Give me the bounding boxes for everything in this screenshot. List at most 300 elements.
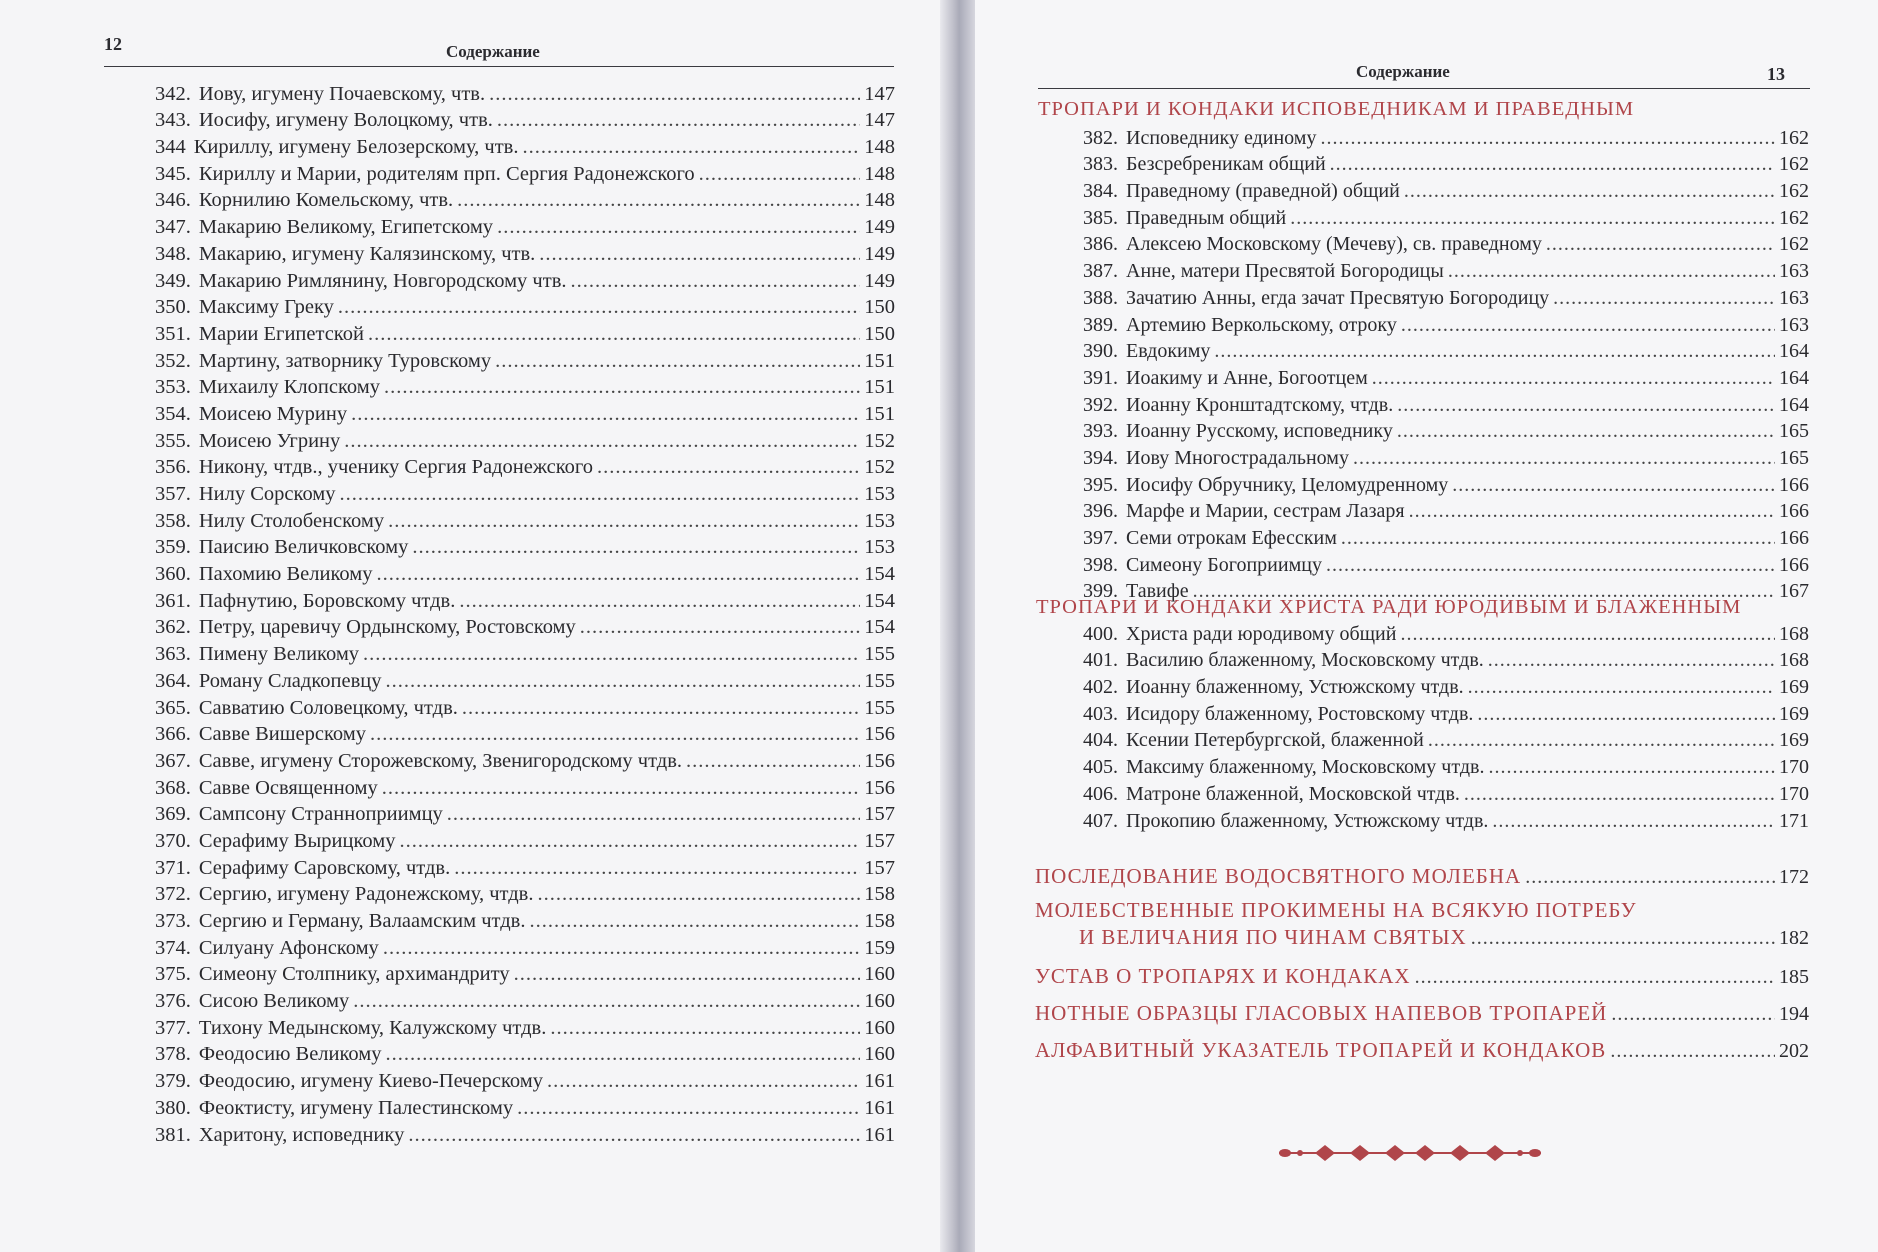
toc-entry bbox=[155, 745, 895, 772]
entry-page: 160 bbox=[864, 990, 895, 1013]
entry-title: Иову, игумену Почаевскому, чтв. bbox=[198, 82, 486, 105]
entry-page: 150 bbox=[864, 322, 895, 345]
entry-title: Евдокиму bbox=[1126, 340, 1211, 363]
entry-page: 155 bbox=[864, 669, 895, 692]
dot-leader bbox=[539, 243, 860, 265]
book-gutter bbox=[940, 0, 975, 1252]
toc-entry bbox=[1083, 778, 1809, 805]
entry-number: 360. bbox=[155, 563, 191, 586]
entry-number: 378. bbox=[155, 1043, 191, 1066]
entry-number: 385. bbox=[1083, 206, 1118, 229]
entry-page: 153 bbox=[864, 509, 895, 532]
entry-title: Зачатию Анны, егда зачат Пресвятую Богородицу bbox=[1126, 286, 1550, 309]
toc-entry bbox=[155, 852, 895, 879]
dot-leader bbox=[686, 750, 860, 772]
dot-leader bbox=[388, 510, 860, 532]
entry-title: Кириллу и Марии, родителям прп. Сергия Радонежского bbox=[198, 162, 695, 185]
entry-page: 168 bbox=[1779, 622, 1809, 645]
entry-page: 158 bbox=[864, 910, 895, 932]
dot-leader bbox=[1320, 127, 1775, 149]
entry-title: Харитону, исповеднику bbox=[198, 1123, 405, 1146]
section-title: ТРОПАРИ И КОНДАКИ ХРИСТА РАДИ ЮРОДИВЫМ И БЛАЖЕННЫМ bbox=[1036, 596, 1742, 618]
toc-entry bbox=[155, 345, 895, 372]
dot-leader bbox=[514, 963, 861, 985]
entry-number: 407. bbox=[1083, 809, 1118, 832]
entry-title: Феоктисту, игумену Палестинскому bbox=[198, 1096, 514, 1119]
entry-number: 406. bbox=[1083, 782, 1118, 805]
dot-leader bbox=[489, 83, 860, 105]
entry-title: Моисею Мурину bbox=[198, 402, 348, 425]
running-head: Содержание bbox=[446, 42, 540, 61]
entry-number: 376. bbox=[155, 990, 191, 1013]
toc-entry bbox=[1083, 175, 1809, 202]
dot-leader bbox=[1448, 260, 1775, 282]
entry-number: 344 bbox=[155, 136, 186, 159]
entry-title: Христа ради юродивому общий bbox=[1126, 622, 1397, 645]
dot-leader bbox=[1553, 287, 1775, 309]
entry-page: 161 bbox=[864, 1123, 895, 1146]
entry-title: Праведным общий bbox=[1126, 206, 1287, 229]
major-label: УСТАВ О ТРОПАРЯХ И КОНДАКАХ bbox=[1035, 964, 1411, 988]
entry-title: Сампсону Странноприимцу bbox=[198, 803, 443, 826]
entry-title: Семи отрокам Ефесским bbox=[1126, 527, 1337, 549]
decorative-ornament bbox=[1275, 1140, 1545, 1166]
entry-page: 161 bbox=[864, 1096, 895, 1119]
entry-number: 373. bbox=[155, 910, 191, 932]
dot-leader bbox=[580, 616, 860, 638]
dot-leader bbox=[497, 216, 860, 238]
entry-title: Мартину, затворнику Туровскому bbox=[198, 349, 492, 372]
entry-title: Серафиму Саровскому, чтдв. bbox=[198, 856, 451, 879]
dot-leader bbox=[383, 937, 860, 959]
entry-title: Иоанну Кронштадтскому, чтдв. bbox=[1126, 393, 1394, 416]
dot-leader bbox=[1492, 810, 1775, 832]
entry-page: 147 bbox=[864, 82, 895, 105]
toc-entry bbox=[155, 825, 895, 852]
dot-leader bbox=[699, 163, 861, 185]
dot-leader bbox=[382, 777, 860, 799]
entry-number: 368. bbox=[155, 776, 191, 799]
toc-entry bbox=[155, 905, 895, 932]
entry-title: Иоанну Русскому, исповеднику bbox=[1126, 420, 1393, 443]
entry-number: 351. bbox=[155, 322, 191, 345]
entry-page: 151 bbox=[864, 376, 895, 399]
entry-number: 364. bbox=[155, 669, 191, 692]
entry-title: Нилу Столобенскому bbox=[198, 509, 385, 532]
toc-entry bbox=[1083, 282, 1809, 309]
entry-page: 155 bbox=[864, 643, 895, 666]
toc-list bbox=[155, 78, 895, 1146]
entry-page: 147 bbox=[864, 109, 895, 132]
entry-title: Нилу Сорскому bbox=[198, 483, 336, 505]
entry-page: 164 bbox=[1779, 393, 1809, 416]
dot-leader bbox=[462, 697, 860, 719]
entry-number: 403. bbox=[1083, 702, 1118, 725]
dot-leader bbox=[457, 189, 860, 211]
entry-title: Пахомию Великому bbox=[198, 563, 373, 586]
entry-title: Михаилу Клопскому bbox=[198, 376, 380, 399]
dot-leader bbox=[1330, 153, 1775, 175]
toc-entry bbox=[155, 1039, 895, 1066]
toc-entry bbox=[155, 1119, 895, 1146]
toc-entry bbox=[1083, 522, 1809, 549]
entry-page: 162 bbox=[1779, 180, 1809, 203]
toc-major-entry bbox=[1035, 898, 1809, 950]
dot-leader bbox=[368, 323, 860, 345]
entry-page: 156 bbox=[864, 723, 895, 746]
entry-title: Иоанну блаженному, Устюжскому чтдв. bbox=[1126, 676, 1464, 699]
toc-entry bbox=[155, 292, 895, 319]
entry-page: 151 bbox=[864, 349, 895, 372]
toc-entry bbox=[1083, 469, 1809, 496]
entry-page: 170 bbox=[1779, 782, 1809, 805]
entry-number: 350. bbox=[155, 296, 191, 319]
dot-leader bbox=[1546, 233, 1775, 255]
entry-number: 389. bbox=[1083, 313, 1118, 336]
major-label: АЛФАВИТНЫЙ УКАЗАТЕЛЬ ТРОПАРЕЙ И КОНДАКОВ bbox=[1035, 1038, 1607, 1062]
toc-entry bbox=[1083, 496, 1809, 523]
entry-title: Марфе и Марии, сестрам Лазаря bbox=[1126, 500, 1405, 523]
entry-number: 387. bbox=[1083, 260, 1118, 283]
dot-leader bbox=[1326, 554, 1775, 576]
toc-entry bbox=[155, 452, 895, 479]
dot-leader bbox=[351, 403, 860, 425]
toc-entry bbox=[155, 959, 895, 986]
header-rule bbox=[1038, 88, 1810, 89]
toc-major-entry bbox=[1035, 1038, 1809, 1063]
entry-number: 394. bbox=[1083, 446, 1118, 469]
entry-title: Макарию, игумену Калязинскому, чтв. bbox=[198, 242, 536, 265]
entry-title: Тавифе bbox=[1126, 580, 1189, 603]
dot-leader bbox=[1397, 394, 1775, 416]
entry-number: 395. bbox=[1083, 473, 1118, 496]
dot-leader bbox=[386, 1043, 861, 1065]
entry-title: Макарию Великому, Египетскому bbox=[198, 216, 494, 239]
dot-leader bbox=[353, 990, 860, 1012]
dot-leader bbox=[1397, 420, 1775, 442]
entry-page: 148 bbox=[864, 189, 895, 212]
entry-number: 384. bbox=[1083, 180, 1118, 203]
major-page: 194 bbox=[1779, 1003, 1809, 1025]
dot-leader bbox=[1488, 649, 1775, 671]
toc-entry bbox=[1083, 805, 1809, 832]
entry-number: 388. bbox=[1083, 286, 1118, 309]
entry-page: 166 bbox=[1779, 473, 1809, 496]
entry-page: 150 bbox=[864, 296, 895, 319]
entry-number: 398. bbox=[1083, 553, 1118, 576]
entry-page: 165 bbox=[1779, 446, 1809, 469]
entry-number: 400. bbox=[1083, 622, 1118, 645]
dot-leader bbox=[1464, 783, 1775, 805]
dot-leader bbox=[408, 1124, 860, 1146]
toc-entry bbox=[1083, 698, 1809, 725]
toc-entry bbox=[155, 131, 895, 158]
major-page: 202 bbox=[1779, 1040, 1809, 1062]
entry-page: 152 bbox=[864, 456, 895, 479]
entry-number: 365. bbox=[155, 696, 191, 719]
entry-title: Иоакиму и Анне, Богоотцем bbox=[1126, 366, 1368, 389]
toc-entry bbox=[1083, 671, 1809, 698]
entry-page: 148 bbox=[864, 162, 895, 185]
toc-entry bbox=[155, 318, 895, 345]
toc-major-entry bbox=[1035, 864, 1809, 889]
dot-leader bbox=[1409, 500, 1775, 522]
toc-entry bbox=[1083, 255, 1809, 282]
entry-number: 345. bbox=[155, 162, 191, 185]
entry-title: Исидору блаженному, Ростовскому чтдв. bbox=[1126, 702, 1474, 725]
entry-page: 162 bbox=[1779, 153, 1809, 176]
toc-entry bbox=[155, 425, 895, 452]
toc-major-entry bbox=[1035, 964, 1809, 989]
entry-title: Никону, чтдв., ученику Сергия Радонежского bbox=[198, 456, 594, 479]
entry-page: 160 bbox=[864, 963, 895, 986]
dot-leader bbox=[522, 136, 860, 158]
toc-entry bbox=[155, 158, 895, 185]
entry-title: Феодосию, игумену Киево-Печерскому bbox=[198, 1070, 543, 1093]
entry-number: 386. bbox=[1083, 233, 1118, 256]
toc-entry bbox=[155, 478, 895, 505]
toc-entry bbox=[155, 532, 895, 559]
toc-entry bbox=[155, 585, 895, 612]
entry-page: 158 bbox=[864, 883, 895, 906]
entry-number: 366. bbox=[155, 723, 191, 746]
entry-page: 149 bbox=[864, 269, 895, 292]
dot-leader bbox=[1372, 367, 1775, 389]
entry-number: 404. bbox=[1083, 729, 1118, 752]
entry-page: 164 bbox=[1779, 366, 1809, 389]
entry-title: Матроне блаженной, Московской чтдв. bbox=[1126, 782, 1460, 805]
entry-number: 380. bbox=[155, 1096, 191, 1119]
entry-title: Иосифу, игумену Волоцкому, чтв. bbox=[198, 109, 493, 132]
dot-leader bbox=[497, 109, 860, 131]
entry-number: 343. bbox=[155, 109, 191, 132]
dot-leader bbox=[363, 643, 860, 665]
toc-major-entry bbox=[1035, 1001, 1809, 1026]
toc-entry bbox=[1083, 442, 1809, 469]
entry-page: 155 bbox=[864, 696, 895, 719]
entry-number: 363. bbox=[155, 643, 191, 666]
entry-number: 370. bbox=[155, 829, 191, 852]
toc-list bbox=[1083, 618, 1809, 832]
entry-number: 392. bbox=[1083, 393, 1118, 416]
entry-page: 156 bbox=[864, 776, 895, 799]
entry-title: Феодосию Великому bbox=[198, 1043, 382, 1066]
toc-entry bbox=[155, 398, 895, 425]
entry-title: Савве Освященному bbox=[198, 776, 378, 799]
entry-title: Василию блаженному, Московскому чтдв. bbox=[1126, 649, 1484, 672]
entry-number: 379. bbox=[155, 1070, 191, 1093]
dot-leader bbox=[447, 803, 860, 825]
entry-page: 170 bbox=[1779, 756, 1809, 779]
entry-page: 166 bbox=[1779, 553, 1809, 576]
entry-page: 165 bbox=[1779, 420, 1809, 443]
toc-entry bbox=[155, 505, 895, 532]
entry-title: Кириллу, игумену Белозерскому, чтв. bbox=[193, 136, 519, 159]
entry-page: 154 bbox=[864, 589, 895, 612]
entry-page: 148 bbox=[864, 136, 895, 159]
major-page: 185 bbox=[1779, 966, 1809, 988]
entry-number: 396. bbox=[1083, 500, 1118, 523]
entry-page: 153 bbox=[864, 536, 895, 559]
entry-number: 381. bbox=[155, 1123, 191, 1146]
dot-leader bbox=[1428, 729, 1775, 751]
entry-title: Роману Сладкопевцу bbox=[198, 669, 382, 692]
toc-entry bbox=[155, 719, 895, 746]
entry-title: Артемию Веркольскому, отроку bbox=[1126, 313, 1397, 336]
page-number: 13 bbox=[1767, 64, 1785, 84]
entry-page: 163 bbox=[1779, 260, 1809, 283]
entry-title: Симеону Столпнику, архимандриту bbox=[198, 963, 510, 986]
entry-number: 383. bbox=[1083, 153, 1118, 176]
dot-leader bbox=[376, 563, 860, 585]
toc-entry bbox=[155, 799, 895, 826]
dot-leader bbox=[370, 723, 860, 745]
major-page: 172 bbox=[1779, 866, 1809, 888]
toc-entry bbox=[155, 558, 895, 585]
entry-page: 162 bbox=[1779, 126, 1809, 149]
dot-leader bbox=[495, 350, 860, 372]
entry-number: 390. bbox=[1083, 340, 1118, 363]
dot-leader bbox=[1290, 207, 1775, 229]
entry-title: Савве Вишерскому bbox=[198, 723, 366, 746]
entry-number: 362. bbox=[155, 616, 191, 639]
toc-entry bbox=[1083, 618, 1809, 645]
entry-number: 358. bbox=[155, 509, 191, 532]
toc-entry bbox=[155, 638, 895, 665]
dot-leader bbox=[385, 670, 860, 692]
toc-entry bbox=[1083, 309, 1809, 336]
entry-title: Пимену Великому bbox=[198, 643, 360, 666]
header-rule bbox=[104, 66, 894, 67]
entry-title: Сергию и Герману, Валаамским чтдв. bbox=[198, 910, 526, 932]
toc-entry bbox=[1083, 416, 1809, 443]
entry-title: Силуану Афонскому bbox=[198, 936, 379, 959]
toc-entry bbox=[1083, 549, 1809, 576]
page-number: 12 bbox=[104, 34, 122, 54]
dot-leader bbox=[1488, 756, 1775, 778]
entry-page: 159 bbox=[864, 936, 895, 959]
entry-number: 402. bbox=[1083, 676, 1118, 699]
entry-page: 154 bbox=[864, 616, 895, 639]
entry-page: 156 bbox=[864, 749, 895, 772]
entry-number: 352. bbox=[155, 349, 191, 372]
entry-title: Максиму Греку bbox=[198, 296, 334, 319]
entry-page: 157 bbox=[864, 803, 895, 826]
entry-number: 347. bbox=[155, 216, 191, 239]
toc-entry bbox=[155, 1065, 895, 1092]
entry-page: 162 bbox=[1779, 233, 1809, 256]
dot-leader bbox=[1468, 676, 1775, 698]
entry-page: 151 bbox=[864, 402, 895, 425]
entry-page: 163 bbox=[1779, 313, 1809, 336]
dot-leader bbox=[1400, 623, 1775, 645]
entry-number: 359. bbox=[155, 536, 191, 559]
entry-title: Тихону Медынскому, Калужскому чтдв. bbox=[198, 1016, 547, 1039]
entry-title: Макарию Римлянину, Новгородскому чтв. bbox=[198, 269, 567, 292]
toc-entry bbox=[155, 105, 895, 132]
dot-leader bbox=[547, 1070, 860, 1092]
entry-number: 393. bbox=[1083, 420, 1118, 443]
entry-page: 153 bbox=[864, 483, 895, 505]
entry-page: 152 bbox=[864, 429, 895, 452]
entry-title: Праведному (праведной) общий bbox=[1126, 180, 1400, 203]
toc-entry bbox=[1083, 751, 1809, 778]
toc-entry bbox=[155, 211, 895, 238]
section-title: ТРОПАРИ И КОНДАКИ ИСПОВЕДНИКАМ И ПРАВЕДНЫМ bbox=[1038, 98, 1635, 120]
entry-number: 361. bbox=[155, 589, 191, 612]
major-label-cont: И ВЕЛИЧАНИЯ ПО ЧИНАМ СВЯТЫХ bbox=[1079, 925, 1467, 949]
entry-title: Иову Многострадальному bbox=[1126, 446, 1349, 469]
entry-number: 367. bbox=[155, 749, 191, 772]
entry-title: Сергию, игумену Радонежскому, чтдв. bbox=[198, 883, 534, 906]
entry-number: 357. bbox=[155, 483, 191, 505]
entry-number: 372. bbox=[155, 883, 191, 906]
entry-page: 162 bbox=[1779, 206, 1809, 229]
entry-title: Пафнутию, Боровскому чтдв. bbox=[198, 589, 456, 612]
toc-entry bbox=[155, 1012, 895, 1039]
entry-title: Анне, матери Пресвятой Богородицы bbox=[1126, 260, 1444, 283]
entry-number: 391. bbox=[1083, 366, 1118, 389]
entry-number: 397. bbox=[1083, 527, 1118, 549]
entry-title: Корнилию Комельскому, чтв. bbox=[198, 189, 454, 212]
dot-leader bbox=[529, 910, 860, 932]
right-page bbox=[975, 0, 1878, 1252]
toc-entry bbox=[1083, 645, 1809, 672]
dot-leader bbox=[597, 456, 860, 478]
entry-title: Паисию Величковскому bbox=[198, 536, 409, 559]
toc-entry bbox=[155, 612, 895, 639]
entry-number: 374. bbox=[155, 936, 191, 959]
toc-entry bbox=[1083, 229, 1809, 256]
toc-entry bbox=[155, 238, 895, 265]
entry-page: 168 bbox=[1779, 649, 1809, 672]
entry-title: Симеону Богоприимцу bbox=[1126, 553, 1322, 576]
entry-title: Серафиму Вырицкому bbox=[198, 829, 396, 852]
entry-title: Сисою Великому bbox=[198, 990, 350, 1013]
entry-page: 166 bbox=[1779, 527, 1809, 549]
toc-entry bbox=[155, 932, 895, 959]
toc-entry bbox=[1083, 336, 1809, 363]
entry-number: 355. bbox=[155, 429, 191, 452]
dot-leader bbox=[517, 1097, 860, 1119]
major-label: ПОСЛЕДОВАНИЕ ВОДОСВЯТНОГО МОЛЕБНА bbox=[1035, 864, 1522, 888]
toc-entry bbox=[155, 879, 895, 906]
dot-leader bbox=[344, 430, 860, 452]
dot-leader bbox=[1341, 527, 1775, 549]
entry-title: Савве, игумену Сторожевскому, Звенигородскому чтдв. bbox=[198, 749, 683, 772]
dot-leader bbox=[1452, 474, 1775, 496]
entry-number: 349. bbox=[155, 269, 191, 292]
dot-leader bbox=[338, 296, 860, 318]
entry-page: 154 bbox=[864, 563, 895, 586]
entry-page: 157 bbox=[864, 829, 895, 852]
toc-entry bbox=[1083, 725, 1809, 752]
entry-title: Петру, царевичу Ордынскому, Ростовскому bbox=[198, 616, 576, 639]
entry-number: 369. bbox=[155, 803, 191, 826]
entry-number: 401. bbox=[1083, 649, 1118, 672]
entry-page: 149 bbox=[864, 216, 895, 239]
entry-title: Иосифу Обручнику, Целомудренному bbox=[1126, 473, 1449, 496]
dot-leader bbox=[340, 483, 861, 505]
entry-title: Моисею Угрину bbox=[198, 429, 341, 452]
toc-entry bbox=[1083, 122, 1809, 149]
entry-page: 161 bbox=[864, 1070, 895, 1093]
entry-title: Максиму блаженному, Московскому чтдв. bbox=[1126, 756, 1485, 779]
entry-number: 348. bbox=[155, 242, 191, 265]
entry-number: 353. bbox=[155, 376, 191, 399]
entry-title: Исповеднику единому bbox=[1126, 126, 1317, 149]
dot-leader bbox=[550, 1017, 860, 1039]
